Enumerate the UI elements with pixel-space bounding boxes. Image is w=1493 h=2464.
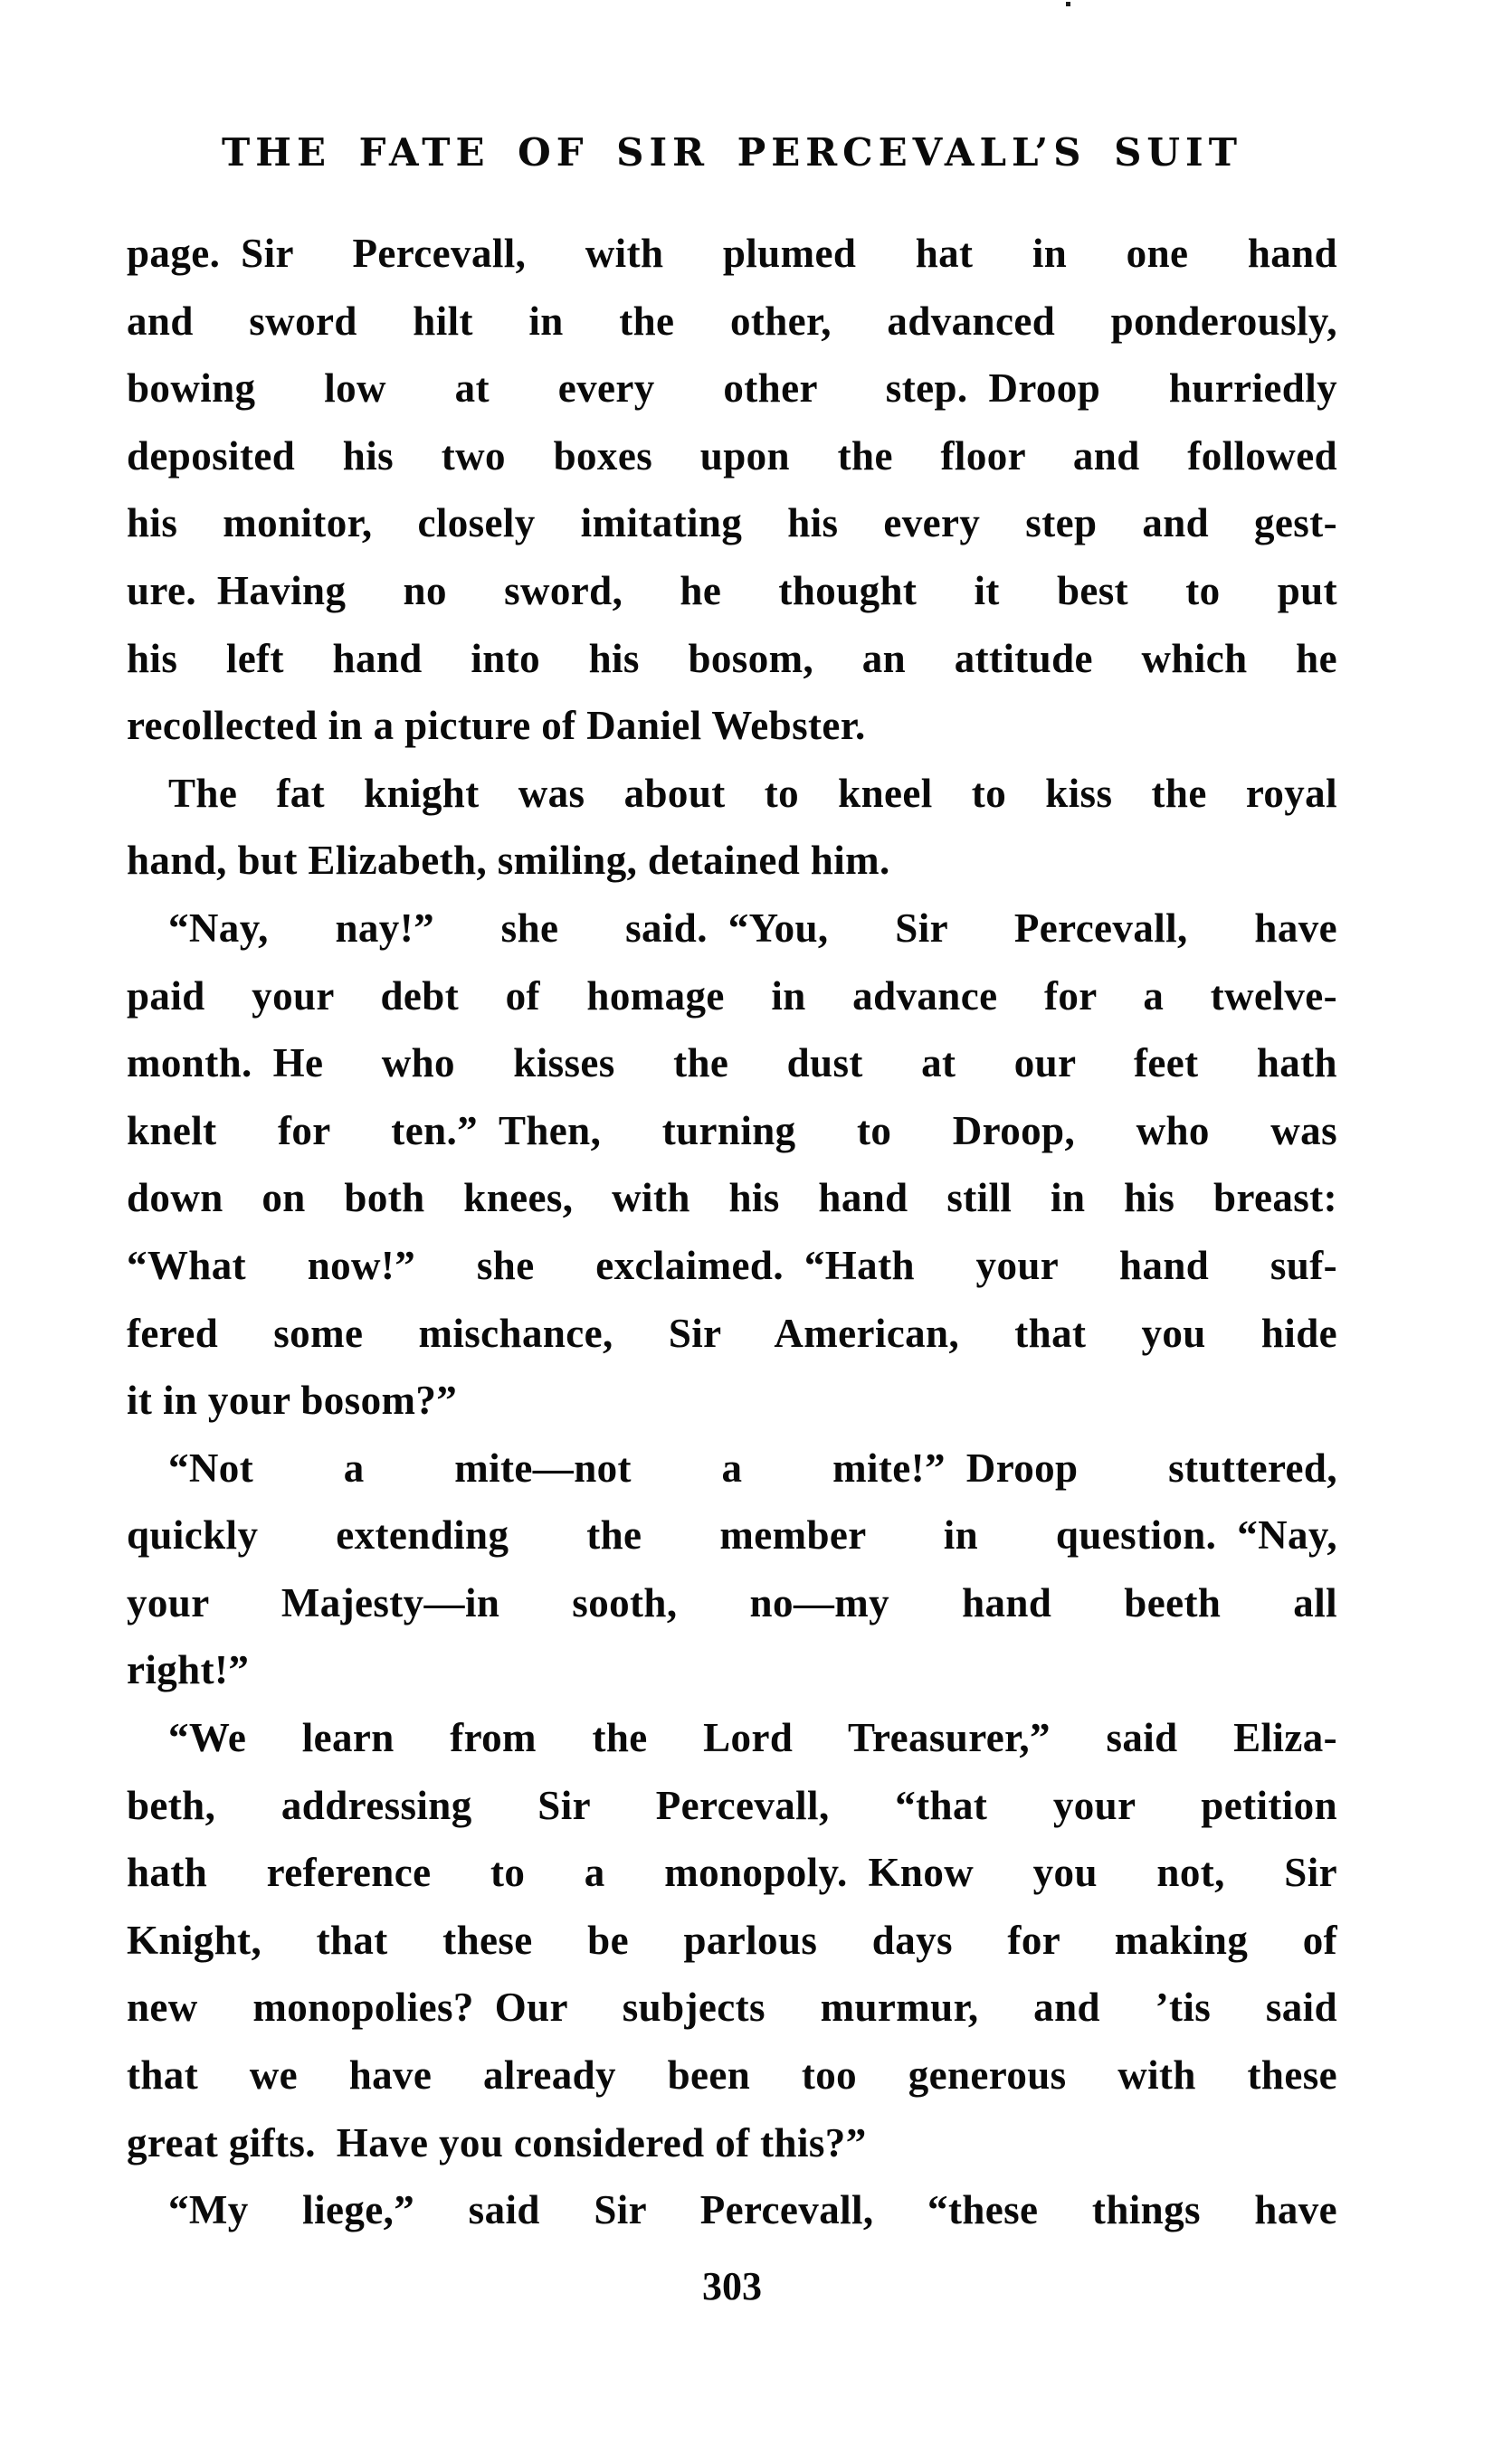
text-line: “Not a mite—not a mite!” Droop stuttered, (168, 1445, 1337, 1491)
scan-artifact-dot (1066, 2, 1070, 6)
text-line: “My liege,” said Sir Percevall, “these things have (168, 2187, 1337, 2233)
text-line: fered some mischance, Sir American, that you hide (127, 1310, 1337, 1356)
text-line: “What now!” she exclaimed. “Hath your hand suf- (127, 1242, 1337, 1288)
text-line: that we have already been too generous with these (127, 2052, 1337, 2099)
text-line: great gifts. Have you considered of this?” (127, 2119, 867, 2165)
text-line: Knight, that these be parlous days for making of (127, 1917, 1337, 1963)
text-line: and sword hilt in the other, advanced ponderously, (127, 298, 1337, 344)
text-line: recollected in a picture of Daniel Webster. (127, 703, 866, 749)
text-line: knelt for ten.” Then, turning to Droop, who was (127, 1107, 1337, 1153)
text-line: it in your bosom?” (127, 1378, 458, 1424)
text-line: month. He who kisses the dust at our feet hath (127, 1040, 1337, 1086)
running-head: THE FATE OF SIR PERCEVALL’S SUIT (222, 130, 1242, 175)
text-line: his left hand into his bosom, an attitude which he (127, 635, 1337, 681)
text-line: paid your debt of homage in advance for a twelve- (127, 972, 1337, 1019)
text-line: right!” (127, 1647, 250, 1693)
text-line: new monopolies? Our subjects murmur, and ’tis said (127, 1985, 1337, 2031)
text-line: “We learn from the Lord Treasurer,” said Eliza- (168, 1715, 1337, 1761)
text-line: your Majesty—in sooth, no—my hand beeth all (127, 1579, 1337, 1625)
text-line: hath reference to a monopoly. Know you not, Sir (127, 1850, 1337, 1896)
text-line: ure. Having no sword, he thought it best to put (127, 567, 1337, 613)
text-line: “Nay, nay!” she said. “You, Sir Percevall, have (168, 905, 1337, 951)
page-body (127, 220, 1337, 2244)
text-line: quickly extending the member in question. “Nay, (127, 1512, 1337, 1559)
text-line: beth, addressing Sir Percevall, “that your petition (127, 1782, 1337, 1828)
text-line: down on both knees, with his hand still in his breast: (127, 1175, 1337, 1221)
text-line: his monitor, closely imitating his every step and gest- (127, 500, 1337, 546)
text-line: bowing low at every other step. Droop hurriedly (127, 365, 1337, 412)
text-line: deposited his two boxes upon the floor and followed (127, 432, 1337, 479)
text-line: hand, but Elizabeth, smiling, detained him. (127, 838, 890, 884)
text-line: The fat knight was about to kneel to kiss the royal (168, 770, 1337, 816)
page-number: 303 (702, 2264, 762, 2308)
text-line: page. Sir Percevall, with plumed hat in one hand (127, 231, 1337, 276)
